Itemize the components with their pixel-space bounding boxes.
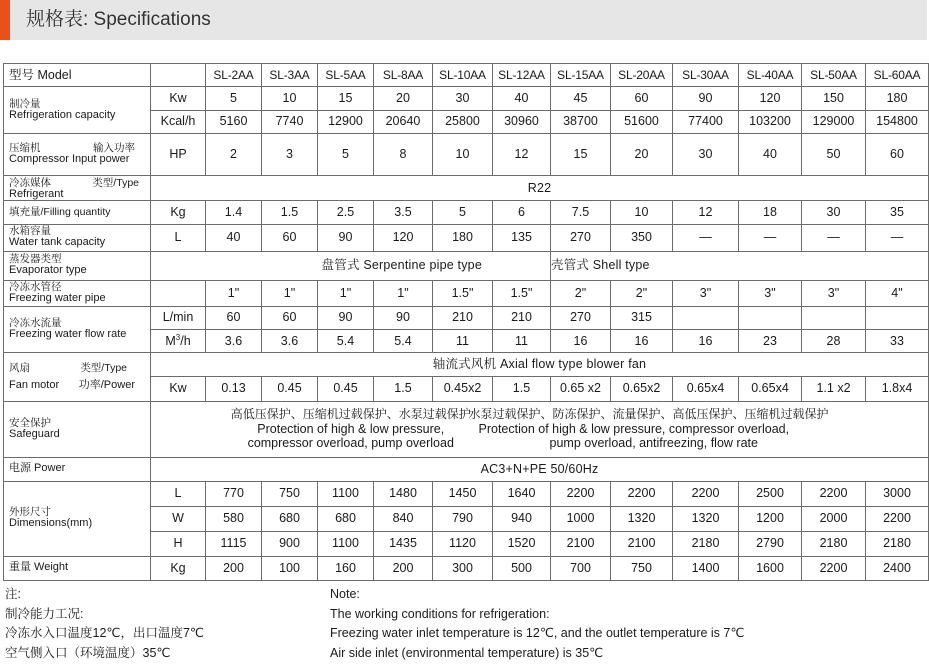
value-cell: 1320	[673, 506, 739, 531]
value-cell: 180	[433, 224, 493, 251]
refrigerant-type-label: 类型/Type	[92, 176, 139, 189]
value-cell: 38700	[551, 110, 611, 133]
water-tank-label-en: Water tank capacity	[9, 236, 106, 249]
value-cell: 315	[611, 306, 673, 329]
page-title: 规格表: Specifications	[26, 9, 211, 30]
value-cell: 2200	[866, 506, 929, 531]
value-cell: 2200	[802, 481, 866, 506]
value-cell: 500	[493, 556, 551, 580]
unit-cell: L	[151, 224, 206, 251]
value-cell: 1115	[206, 531, 262, 556]
value-cell: 35	[866, 201, 929, 224]
unit-base: M	[165, 334, 176, 349]
refrigerant-fill-row	[4, 201, 929, 224]
refrigerant-type-row	[4, 175, 929, 201]
value-cell: 200	[206, 556, 262, 580]
value-cell: 1640	[493, 481, 551, 506]
safeguard-left-en-1: Protection of high & low pressure,	[257, 422, 445, 437]
value-cell: 2100	[551, 531, 611, 556]
value-cell: 51600	[611, 110, 673, 133]
value-cell: 11	[433, 330, 493, 353]
value-cell: 2790	[739, 531, 802, 556]
unit-cell: Kg	[151, 556, 206, 580]
value-cell: 1"	[206, 280, 262, 306]
value-cell: 6	[493, 201, 551, 224]
value-cell: 580	[206, 506, 262, 531]
notes-cn-line2: 冷冻水入口温度12℃，出口温度7℃	[5, 626, 204, 640]
shell-type: 壳管式 Shell type	[551, 251, 929, 280]
value-cell: 350	[611, 224, 673, 251]
model-cell: SL-50AA	[802, 64, 866, 87]
value-cell: 120	[739, 87, 802, 110]
capacity-label-cn: 制冷量	[9, 97, 41, 110]
value-cell	[802, 306, 866, 329]
unit-cell: L/min	[151, 306, 206, 329]
compressor-label-cn: 压缩机	[9, 142, 41, 155]
value-cell: 1435	[374, 531, 433, 556]
value-cell: 77400	[673, 110, 739, 133]
value-cell: 10	[611, 201, 673, 224]
value-cell: 11	[493, 330, 551, 353]
capacity-label	[4, 87, 151, 134]
value-cell: 40	[739, 133, 802, 175]
unit-cell: Kcal/h	[151, 110, 206, 133]
value-cell: 5.4	[374, 330, 433, 353]
header-accent	[0, 0, 10, 40]
unit-cell: HP	[151, 133, 206, 175]
value-cell: 0.45x2	[433, 376, 493, 401]
value-cell	[673, 306, 739, 329]
value-cell: 2200	[802, 556, 866, 580]
model-label: 型号 Model	[4, 64, 151, 87]
model-cell: SL-60AA	[866, 64, 929, 87]
value-cell: 1100	[318, 481, 374, 506]
value-cell: 2200	[551, 481, 611, 506]
value-cell: 3	[262, 133, 318, 175]
safeguard-row	[4, 401, 929, 457]
value-cell: 30	[673, 133, 739, 175]
value-cell: 103200	[739, 110, 802, 133]
value-cell: 1000	[551, 506, 611, 531]
compressor-label	[4, 133, 151, 175]
value-cell: 2400	[866, 556, 929, 580]
value-cell: 840	[374, 506, 433, 531]
safeguard-right-cn: 水泵过载保护、防冻保护、流量保护、高低压保护、压缩机过载保护	[468, 406, 829, 421]
model-cell: SL-5AA	[318, 64, 374, 87]
value-cell: 0.45	[262, 376, 318, 401]
value-cell: 12	[493, 133, 551, 175]
value-cell: 0.65x4	[673, 376, 739, 401]
value-cell: 50	[802, 133, 866, 175]
value-cell	[866, 306, 929, 329]
notes-en-line3: Air side inlet (environmental temperature) is 35℃	[330, 645, 604, 660]
value-cell: 1120	[433, 531, 493, 556]
value-cell: 45	[551, 87, 611, 110]
value-cell: —	[802, 224, 866, 251]
value-cell: 1.8x4	[866, 376, 929, 401]
value-cell: 3"	[802, 280, 866, 306]
value-cell: 770	[206, 481, 262, 506]
value-cell: 1320	[611, 506, 673, 531]
water-tank-row	[4, 224, 929, 251]
safeguard-left-en-2: compressor overload, pump overload	[247, 435, 454, 450]
value-cell: 20	[611, 133, 673, 175]
model-cell: SL-10AA	[433, 64, 493, 87]
value-cell: 28	[802, 330, 866, 353]
water-tank-label-cn: 水箱容量	[9, 225, 51, 238]
value-cell: 1480	[374, 481, 433, 506]
evaporator-row	[4, 251, 929, 280]
value-cell: 90	[318, 224, 374, 251]
unit-cell	[151, 330, 206, 353]
value-cell: 60	[262, 224, 318, 251]
value-cell: 100	[262, 556, 318, 580]
safeguard-right-en-2: pump overload, antifreezing, flow rate	[549, 435, 758, 450]
value-cell: 300	[433, 556, 493, 580]
evaporator-label-cn: 蒸发器类型	[9, 253, 62, 266]
safeguard-right	[468, 401, 929, 457]
pipe-label-en: Freezing water pipe	[9, 291, 106, 304]
fan-label-cn: 风扇	[9, 361, 30, 374]
value-cell: 60	[262, 306, 318, 329]
spec-table	[3, 63, 929, 581]
value-cell: 200	[374, 556, 433, 580]
flow-label-en: Freezing water flow rate	[9, 328, 127, 341]
value-cell: 2"	[611, 280, 673, 306]
compressor-row	[4, 133, 929, 175]
value-cell: 2	[206, 133, 262, 175]
value-cell: 7.5	[551, 201, 611, 224]
power-row	[4, 457, 929, 481]
value-cell: 2180	[802, 531, 866, 556]
input-power-label-cn: 输入功率	[93, 142, 135, 155]
value-cell: 1.1 x2	[802, 376, 866, 401]
refrigerant-label-cn: 冷冻媒体	[9, 176, 51, 189]
value-cell: 150	[802, 87, 866, 110]
value-cell: 2180	[673, 531, 739, 556]
model-cell: SL-8AA	[374, 64, 433, 87]
refrigerant-type-value: R22	[151, 175, 929, 201]
value-cell: —	[739, 224, 802, 251]
value-cell: 3000	[866, 481, 929, 506]
value-cell: 15	[318, 87, 374, 110]
value-cell: 12	[673, 201, 739, 224]
model-cell: SL-20AA	[611, 64, 673, 87]
safeguard-label	[4, 401, 151, 457]
value-cell: 16	[551, 330, 611, 353]
value-cell: 1.5	[262, 201, 318, 224]
water-tank-label	[4, 224, 151, 251]
capacity-label-en: Refrigeration capacity	[9, 108, 116, 121]
flow-label-cn: 冷冻水流量	[9, 317, 62, 330]
value-cell: 1.5"	[433, 280, 493, 306]
value-cell: 900	[262, 531, 318, 556]
unit-cell: Kw	[151, 87, 206, 110]
value-cell: 5	[206, 87, 262, 110]
value-cell: 120	[374, 224, 433, 251]
flow-lmin-row	[4, 306, 929, 329]
value-cell: 180	[866, 87, 929, 110]
value-cell: —	[673, 224, 739, 251]
fan-type-label: 类型/Type	[80, 361, 127, 374]
model-cell: SL-2AA	[206, 64, 262, 87]
value-cell: 60	[866, 133, 929, 175]
value-cell: 0.65x2	[611, 376, 673, 401]
value-cell: 30	[802, 201, 866, 224]
value-cell: 10	[433, 133, 493, 175]
value-cell: 16	[611, 330, 673, 353]
unit-cell: H	[151, 531, 206, 556]
value-cell: 2500	[739, 481, 802, 506]
value-cell: 1520	[493, 531, 551, 556]
unit-cell: Kg	[151, 201, 206, 224]
value-cell: 270	[551, 224, 611, 251]
value-cell: 30	[433, 87, 493, 110]
value-cell: 2000	[802, 506, 866, 531]
notes-cn-line3: 空气侧入口（环境温度）35℃	[5, 645, 171, 660]
weight-row	[4, 556, 929, 580]
value-cell: 270	[551, 306, 611, 329]
value-cell: 15	[551, 133, 611, 175]
value-cell: 210	[433, 306, 493, 329]
value-cell	[739, 306, 802, 329]
unit-cell: Kw	[151, 376, 206, 401]
model-cell: SL-30AA	[673, 64, 739, 87]
value-cell: 5	[318, 133, 374, 175]
value-cell: 1100	[318, 531, 374, 556]
notes-en-title: Note:	[330, 587, 360, 601]
value-cell: 16	[673, 330, 739, 353]
value-cell: 20640	[374, 110, 433, 133]
notes-cn-line1: 制冷能力工况:	[5, 606, 84, 621]
value-cell: 25800	[433, 110, 493, 133]
value-cell: 0.13	[206, 376, 262, 401]
value-cell: 1"	[318, 280, 374, 306]
value-cell: 33	[866, 330, 929, 353]
value-cell: 40	[493, 87, 551, 110]
value-cell: 210	[493, 306, 551, 329]
safeguard-left-cn: 高低压保护、压缩机过载保护、水泵过载保护	[230, 406, 471, 421]
value-cell: 129000	[802, 110, 866, 133]
value-cell: 7740	[262, 110, 318, 133]
fan-type-value: 轴流式风机 Axial flow type blower fan	[151, 353, 929, 376]
notes-cn-title: 注:	[5, 587, 21, 601]
value-cell: 30960	[493, 110, 551, 133]
value-cell: 790	[433, 506, 493, 531]
dimensions-label-cn: 外形尺寸	[9, 506, 51, 519]
value-cell: 0.65x4	[739, 376, 802, 401]
model-row	[4, 64, 929, 87]
value-cell: 60	[611, 87, 673, 110]
value-cell: 10	[262, 87, 318, 110]
fan-power-label: 功率/Power	[78, 378, 135, 391]
value-cell: 90	[374, 306, 433, 329]
value-cell: 1.4	[206, 201, 262, 224]
dimensions-label	[4, 481, 151, 556]
value-cell: 2180	[866, 531, 929, 556]
value-cell: 680	[318, 506, 374, 531]
notes-en-line1: The working conditions for refrigeration:	[330, 606, 550, 621]
flow-label	[4, 306, 151, 353]
refrigerant-label-en: Refrigerant	[9, 187, 64, 200]
value-cell: 700	[551, 556, 611, 580]
safeguard-label-en: Safeguard	[9, 427, 60, 440]
model-cell: SL-3AA	[262, 64, 318, 87]
power-value: AC3+N+PE 50/60Hz	[151, 457, 929, 481]
value-cell: 3.6	[262, 330, 318, 353]
value-cell: 1200	[739, 506, 802, 531]
value-cell: 2200	[673, 481, 739, 506]
value-cell: 154800	[866, 110, 929, 133]
value-cell: 3.6	[206, 330, 262, 353]
unit-cell: L	[151, 481, 206, 506]
value-cell: 2.5	[318, 201, 374, 224]
dim-l-row	[4, 481, 929, 506]
value-cell: 1"	[262, 280, 318, 306]
value-cell: 2200	[611, 481, 673, 506]
value-cell: 5.4	[318, 330, 374, 353]
value-cell: 1.5	[493, 376, 551, 401]
value-cell: 1600	[739, 556, 802, 580]
pipe-label-cn: 冷冻水管径	[9, 280, 62, 293]
value-cell: 0.45	[318, 376, 374, 401]
value-cell: 4"	[866, 280, 929, 306]
value-cell: 8	[374, 133, 433, 175]
value-cell: 3"	[739, 280, 802, 306]
value-cell: 5160	[206, 110, 262, 133]
serpentine-type: 盘管式 Serpentine pipe type	[151, 251, 551, 280]
value-cell: 60	[206, 306, 262, 329]
value-cell: 680	[262, 506, 318, 531]
model-cell: SL-15AA	[551, 64, 611, 87]
value-cell: 750	[611, 556, 673, 580]
value-cell: 135	[493, 224, 551, 251]
pipe-label	[4, 280, 151, 306]
value-cell: 1450	[433, 481, 493, 506]
value-cell: 18	[739, 201, 802, 224]
value-cell: 0.65 x2	[551, 376, 611, 401]
evaporator-label-en: Evaporator type	[9, 264, 87, 277]
value-cell: 23	[739, 330, 802, 353]
pipe-row	[4, 280, 929, 306]
weight-label: 重量 Weight	[4, 556, 151, 580]
model-cell: SL-40AA	[739, 64, 802, 87]
value-cell: 1.5	[374, 376, 433, 401]
value-cell: 1400	[673, 556, 739, 580]
value-cell: —	[866, 224, 929, 251]
value-cell: 1.5"	[493, 280, 551, 306]
dimensions-label-en: Dimensions(mm)	[9, 517, 93, 530]
unit-cell	[151, 280, 206, 306]
safeguard-label-cn: 安全保护	[9, 416, 51, 429]
unit-tail: /h	[180, 334, 191, 349]
refrigerant-label	[4, 175, 151, 201]
value-cell: 750	[262, 481, 318, 506]
compressor-label-en: Compressor	[9, 153, 69, 166]
value-cell: 90	[318, 306, 374, 329]
fan-label-en: Fan motor	[9, 378, 60, 391]
value-cell: 1"	[374, 280, 433, 306]
safeguard-right-en-1: Protection of high & low pressure, compressor overload,	[478, 422, 790, 437]
notes-cn	[5, 585, 204, 663]
value-cell: 5	[433, 201, 493, 224]
value-cell: 940	[493, 506, 551, 531]
notes-en-line2: Freezing water inlet temperature is 12℃, and the outlet temperature is 7℃	[330, 626, 745, 640]
value-cell: 40	[206, 224, 262, 251]
value-cell: 3.5	[374, 201, 433, 224]
filling-quantity-label: 填充量/Filling quantity	[4, 201, 151, 224]
capacity-kw-row	[4, 87, 929, 110]
evaporator-label	[4, 251, 151, 280]
value-cell: 2"	[551, 280, 611, 306]
notes-en	[330, 585, 744, 663]
value-cell: 20	[374, 87, 433, 110]
unit-sup: 3	[175, 333, 181, 343]
value-cell: 2100	[611, 531, 673, 556]
power-label: 电源 Power	[4, 457, 151, 481]
value-cell: 90	[673, 87, 739, 110]
value-cell: 3"	[673, 280, 739, 306]
fan-type-row	[4, 353, 929, 376]
unit-cell	[151, 64, 206, 87]
unit-cell: W	[151, 506, 206, 531]
model-cell: SL-12AA	[493, 64, 551, 87]
input-power-label-en: Input power	[71, 153, 130, 166]
value-cell: 12900	[318, 110, 374, 133]
fan-label	[4, 353, 151, 401]
value-cell: 160	[318, 556, 374, 580]
